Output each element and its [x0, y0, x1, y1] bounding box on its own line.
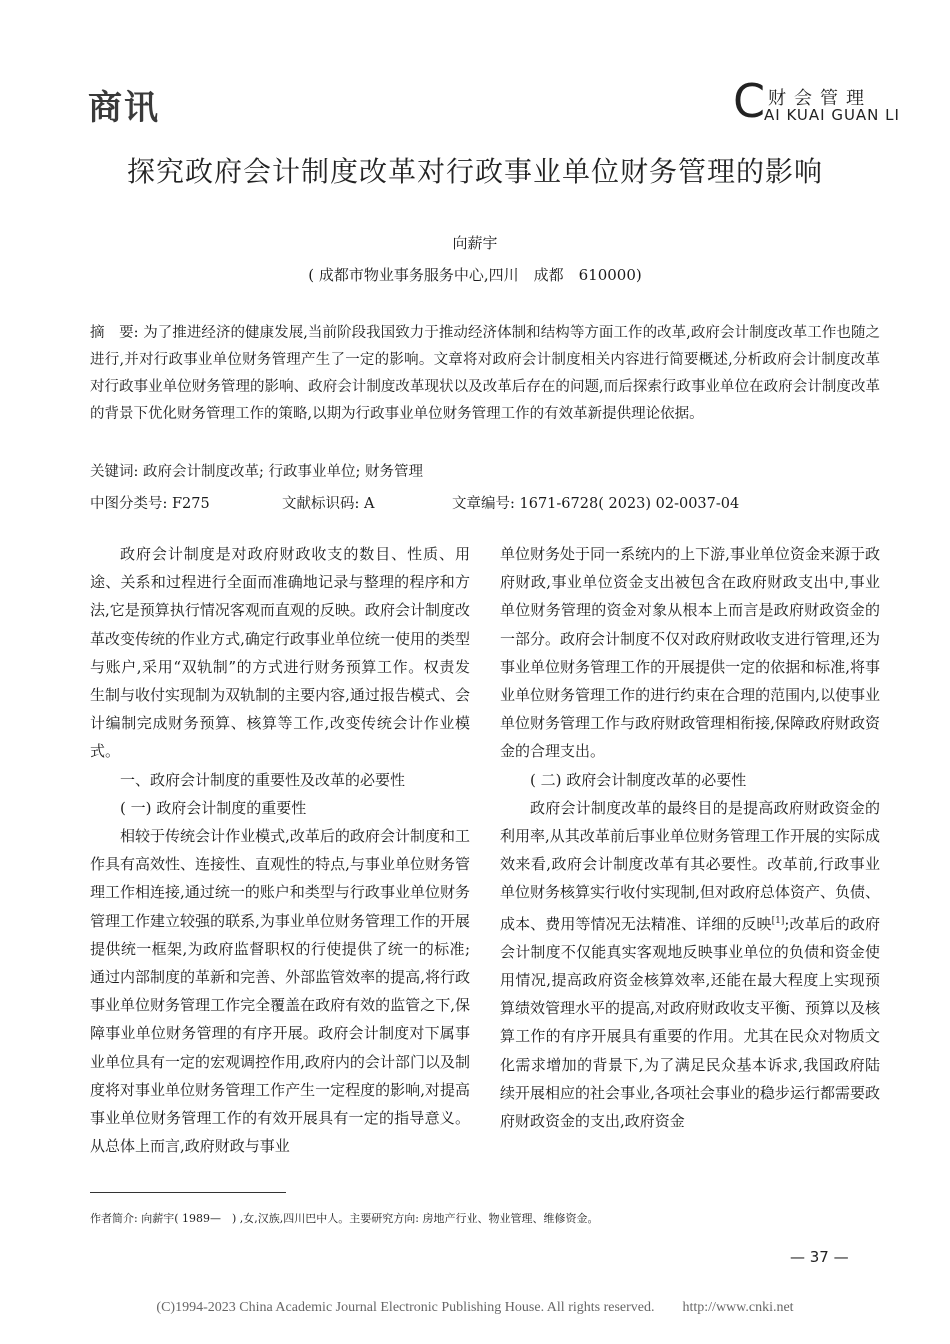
section-logo-cn: 财会管理: [768, 88, 872, 109]
author-affiliation: ( 成都市物业事务服务中心,四川 成都 610000): [308, 266, 642, 284]
clc-number: 中图分类号: F275: [90, 496, 210, 512]
section-heading: 一、政府会计制度的重要性及改革的必要性: [120, 770, 406, 789]
section-logo-letter: C: [733, 74, 766, 128]
keywords: 关键词: 政府会计制度改革; 行政事业单位; 财务管理: [90, 464, 423, 480]
article-title: 探究政府会计制度改革对行政事业单位财务管理的影响: [126, 155, 823, 188]
paragraph-part: ;改革后的政府会计制度不仅能真实客观地反映事业单位的负债和资金使用情况,提高政府资金核算效率,还能在最大程度上实现预算绩效管理水平的提高,对政府财政收支平衡、预算以及核算工作的有序开展具有重要的作用。尤其在民众对物质文化需求增加的背景下,为了满足民众基本诉求,我国政府陆续开展相应的社会事业,各项社会事业的稳步运行都需要政府财政资金的支出,政府资金: [500, 914, 880, 1131]
page-number: — 37 —: [790, 1248, 849, 1266]
paragraph-part: 政府会计制度改革的最终目的是提高政府财政资金的利用率,从其改革前后事业单位财务管理工作开展的实际成效来看,政府会计制度改革有其必要性。改革前,行政事业单位财务核算实行收付实现制,但对政府总体资产、负债、成本、费用等情况无法精准、详细的反映: [500, 798, 880, 933]
section-logo-en: AI KUAI GUAN LI: [764, 106, 900, 124]
subsection-heading: ( 二) 政府会计制度改革的必要性: [530, 770, 747, 789]
footnote-divider: [90, 1192, 286, 1193]
abstract: 摘 要: 为了推进经济的健康发展,当前阶段我国致力于推动经济体制和结构等方面工作的改革,政府会计制度改革工作也随之进行,并对行政事业单位财务管理产生了一定的影响。文章将对政府会计制度相关内容进行简要概述,分析政府会计制度改革对行政事业单位财务管理的影响、政府会计制度改革现状以及改革后存在的问题,而后探索行政事业单位在政府会计制度改革的背景下优化财务管理工作的策略,以期为行政事业单位财务管理工作的有效革新提供理论依据。: [90, 325, 880, 422]
paragraph: 政府会计制度是对政府财政收支的数目、性质、用途、关系和过程进行全面而准确地记录与整理的程序和方法,它是预算执行情况客观而直观的反映。政府会计制度改革改变传统的作业方式,确定行政事业单位统一使用的类型与账户,采用“双轨制”的方式进行财务预算工作。权责发生制与收付实现制为双轨制的主要内容,通过报告模式、会计编制完成财务预算、核算等工作,改变传统会计作业模式。: [90, 545, 470, 761]
paragraph: [500, 794, 880, 1135]
document-code: 文献标识码: A: [282, 496, 375, 512]
subsection-heading: ( 一) 政府会计制度的重要性: [120, 798, 307, 817]
article-number: 文章编号: 1671-6728( 2023) 02-0037-04: [452, 496, 740, 512]
copyright-line: (C)1994-2023 China Academic Journal Electronic Publishing House. All rights reserved. http://www.cnki.net: [156, 1300, 794, 1315]
body-column-left: [90, 540, 470, 1160]
paragraph: 相较于传统会计作业模式,改革后的政府会计制度和工作具有高效性、连接性、直观性的特点,与事业单位财务管理工作相连接,通过统一的账户和类型与行政事业单位财务管理工作建立较强的联系,为事业单位财务管理工作的开展提供统一框架,为政府监督职权的行使提供了统一的标准;通过内部制度的革新和完善、外部监管效率的提高,将行政事业单位财务管理工作完全覆盖在政府有效的监管之下,保障事业单位财务管理的有序开展。政府会计制度对下属事业单位具有一定的宏观调控作用,政府内的会计部门以及制度将对事业单位财务管理工作产生一定程度的影响,对提高事业单位财务管理工作的有效开展具有一定的指导意义。从总体上而言,政府财政与事业: [90, 827, 470, 1156]
author-footnote: 作者简介: 向薪宇( 1989— ) ,女,汉族,四川巴中人。主要研究方向: 房地产行业、物业管理、维修资金。: [90, 1212, 599, 1225]
citation-ref: [1]: [771, 915, 785, 926]
paragraph: 单位财务处于同一系统内的上下游,事业单位资金来源于政府财政,事业单位资金支出被包含在政府财政支出中,事业单位财务管理的资金对象从根本上而言是政府财政资金的一部分。政府会计制度不仅对政府财政收支进行管理,还为事业单位财务管理工作的开展提供一定的依据和标准,将事业单位财务管理工作的进行约束在合理的范围内,以使事业单位财务管理工作与政府财政管理相衔接,保障政府财政资金的合理支出。: [500, 545, 880, 761]
body-column-right: [500, 540, 880, 1135]
journal-logo-left: 商讯: [88, 88, 160, 128]
author-name: 向薪宇: [452, 234, 498, 252]
